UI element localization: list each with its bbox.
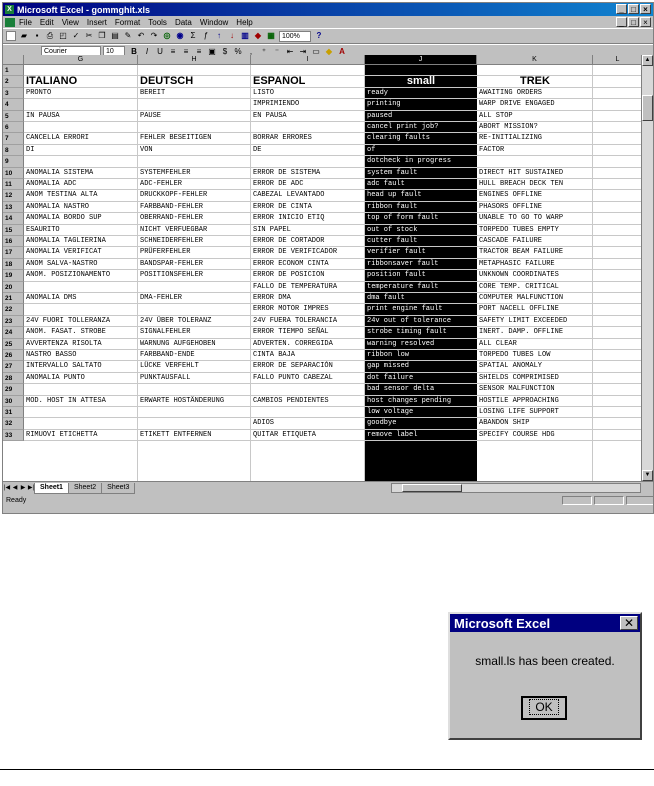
scroll-up-button[interactable]: ▲	[642, 55, 653, 66]
function-icon[interactable]: ƒ	[201, 31, 211, 41]
column-title-h: DEUTSCH	[140, 75, 194, 88]
sheet-tab-bar	[3, 481, 654, 494]
row-header[interactable]: 27	[3, 361, 24, 372]
cell-k-23[interactable]: SAFETY LIMIT EXCEEDED	[479, 316, 568, 325]
cell-g-6[interactable]	[24, 122, 138, 133]
cell-k-32[interactable]: ABANDON SHIP	[479, 419, 530, 428]
cell-h-25[interactable]: WARNUNG AUFGEHOBEN	[140, 339, 216, 348]
paste-icon[interactable]: ▤	[111, 31, 119, 40]
cell-k-28[interactable]: SHIELDS COMPRIMISED	[479, 373, 559, 382]
zoom-select[interactable]: 100%	[279, 31, 311, 42]
menu-window[interactable]: Window	[199, 17, 229, 27]
cell-i-8[interactable]: DE	[253, 145, 262, 154]
cell-k-10[interactable]: DIRECT HIT SUSTAINED	[479, 168, 564, 177]
row-header[interactable]: 16	[3, 236, 24, 247]
cell-j-31[interactable]: low voltage	[367, 408, 414, 416]
cell-i-18[interactable]: ERROR ECONOM CINTA	[253, 259, 329, 268]
status-panel	[562, 496, 592, 505]
column-title-j: small	[406, 75, 436, 88]
sort-ascending-icon[interactable]: ↑	[214, 31, 224, 41]
cell-h-20[interactable]	[138, 282, 251, 293]
standard-toolbar	[3, 28, 653, 44]
cell-g-11[interactable]: ANOMALIA ADC	[26, 180, 77, 188]
cell-i-23[interactable]: 24V FUERA TOLERANCIA	[253, 316, 338, 325]
row-header[interactable]: 28	[3, 373, 24, 384]
cell-k-18[interactable]: METAPHASIC FAILURE	[479, 259, 555, 268]
cell-i-4[interactable]: IMPRIMIENDO	[253, 100, 300, 109]
borders-icon[interactable]: ▭	[312, 46, 320, 56]
dialog-title: Microsoft Excel	[454, 615, 551, 631]
cell-h-11[interactable]: ADC-FEHLER	[140, 180, 183, 188]
cell-k-29[interactable]: SENSOR MALFUNCTION	[479, 385, 555, 394]
column-title-k: TREK	[520, 75, 550, 88]
cell-h-30[interactable]: ERWARTE HOSTÄNDERUNG	[140, 396, 225, 405]
cell-i-15[interactable]: SIN PAPEL	[253, 225, 291, 234]
cell-j-33[interactable]: remove label	[367, 430, 418, 439]
cell-g-25[interactable]: AVVERTENZA RISOLTA	[26, 339, 102, 348]
row-header[interactable]: 18	[3, 259, 24, 270]
column-title-g: ITALIANO	[26, 75, 78, 88]
cell-g-29[interactable]	[24, 384, 138, 395]
cell-h-9[interactable]	[138, 156, 251, 167]
column-header-l[interactable]: L	[593, 55, 643, 65]
cell-i-16[interactable]: ERROR DE CORTADOR	[253, 237, 325, 245]
row-header[interactable]: 33	[3, 430, 24, 441]
cell-h-17[interactable]: PRÜFERFEHLER	[140, 248, 191, 257]
row-header[interactable]: 2	[3, 76, 24, 87]
cell-h-21[interactable]: DMA-FEHLER	[140, 294, 183, 302]
spelling-icon[interactable]: ✓	[72, 31, 80, 40]
align-left-icon[interactable]: ≡	[168, 47, 178, 57]
cell-g-14[interactable]: ANOMALIA BORDO SUP	[26, 214, 102, 223]
row-header[interactable]: 5	[3, 111, 24, 122]
cell-j-12[interactable]: head up fault	[367, 191, 422, 200]
next-sheet-icon[interactable]: ▶	[20, 484, 26, 491]
cell-g-16[interactable]: ANOMALIA TAGLIERINA	[26, 237, 106, 245]
drawing-icon[interactable]: ▦	[267, 31, 275, 40]
cell-i-24[interactable]: ERROR TIEMPO SEÑAL	[253, 328, 329, 337]
row-header[interactable]: 14	[3, 213, 24, 224]
cell-g-8[interactable]: DI	[26, 145, 35, 154]
cell-j-8[interactable]: of	[367, 145, 376, 154]
cell-h-19[interactable]: POSITIONSFEHLER	[140, 271, 204, 280]
cell-k-4[interactable]: WARP DRIVE ENGAGED	[479, 100, 555, 109]
status-panel	[594, 496, 624, 505]
status-bar	[3, 495, 654, 507]
cell-k-26[interactable]: TORPEDO TUBES LOW	[479, 351, 551, 359]
cell-g-32[interactable]	[24, 418, 138, 429]
row-header[interactable]: 21	[3, 293, 24, 304]
cell-k-19[interactable]: UNKNOWN COORDINATES	[479, 271, 559, 280]
cell-j-18[interactable]: ribbonsaver fault	[367, 259, 439, 268]
redo-icon[interactable]: ↷	[150, 31, 158, 40]
merge-center-icon[interactable]: ▣	[208, 46, 216, 56]
cell-i-19[interactable]: ERROR DE POSICION	[253, 271, 325, 280]
comma-icon[interactable]: ,	[246, 47, 256, 57]
cell-j-14[interactable]: top of form fault	[367, 214, 439, 223]
cell-i-22[interactable]: ERROR MOTOR IMPRES	[253, 305, 329, 314]
underline-icon[interactable]: U	[155, 47, 165, 57]
row-header[interactable]: 11	[3, 179, 24, 190]
cell-h-22[interactable]	[138, 304, 251, 315]
cell-k-30[interactable]: HOSTILE APPROACHING	[479, 396, 559, 405]
cell-g-23[interactable]: 24V FUORI TOLLERANZA	[26, 316, 111, 325]
cell-j-29[interactable]: bad sensor delta	[367, 385, 435, 394]
column-header-k[interactable]: K	[477, 55, 593, 65]
cell-g-30[interactable]: MOD. HOST IN ATTESA	[26, 396, 106, 405]
excel-window	[2, 2, 654, 514]
row-header[interactable]: 7	[3, 133, 24, 144]
cell-g-3[interactable]: PRONTO	[26, 88, 52, 97]
cell-g-18[interactable]: ANOM SALVA-NASTRO	[26, 259, 98, 268]
doc-close-button[interactable]: ×	[640, 17, 651, 27]
cell-j-28[interactable]: dot failure	[367, 373, 414, 382]
cell-j-20[interactable]: temperature fault	[367, 282, 439, 291]
save-icon[interactable]: ▪	[32, 31, 42, 41]
status-panel	[626, 496, 654, 505]
cell-j-26[interactable]: ribbon low	[367, 351, 410, 359]
cell-h-24[interactable]: SIGNALFEHLER	[140, 328, 191, 337]
fill-color-icon[interactable]: ◆	[325, 46, 333, 56]
cell-i-26[interactable]: CINTA BAJA	[253, 351, 296, 359]
cell-h-12[interactable]: DRUCKKOPF-FEHLER	[140, 191, 208, 200]
row-header[interactable]: 30	[3, 396, 24, 407]
vertical-scroll-thumb[interactable]	[642, 95, 653, 121]
cell-j-19[interactable]: position fault	[367, 271, 426, 280]
cell-i-12[interactable]: CABEZAL LEVANTADO	[253, 191, 325, 200]
cell-j-6[interactable]: cancel print job?	[367, 123, 439, 131]
cell-h-7[interactable]: FEHLER BESEITIGEN	[140, 134, 212, 143]
row-header[interactable]: 15	[3, 225, 24, 236]
cell-j-21[interactable]: dma fault	[367, 294, 405, 302]
row-header[interactable]: 4	[3, 99, 24, 110]
cell-k-16[interactable]: CASCADE FAILURE	[479, 237, 543, 245]
cell-k-33[interactable]: SPECIFY COURSE HDG	[479, 430, 555, 439]
bold-icon[interactable]: B	[129, 47, 139, 57]
worksheet-grid[interactable]	[3, 55, 643, 481]
excel-titlebar[interactable]	[3, 3, 653, 16]
cell-j-24[interactable]: strobe timing fault	[367, 328, 447, 337]
row-header[interactable]: 22	[3, 304, 24, 315]
cell-g-31[interactable]	[24, 407, 138, 418]
cut-icon[interactable]: ✂	[85, 31, 93, 40]
open-icon[interactable]: ▰	[20, 31, 28, 40]
cell-k-9[interactable]	[477, 156, 593, 167]
minimize-button[interactable]: _	[616, 4, 627, 14]
row-header[interactable]: 26	[3, 350, 24, 361]
menu-format[interactable]: Format	[114, 17, 141, 27]
cell-h-31[interactable]	[138, 407, 251, 418]
cell-j-5[interactable]: paused	[367, 111, 393, 120]
cell-k-17[interactable]: TRACTOR BEAM FAILURE	[479, 248, 564, 257]
row-header[interactable]: 10	[3, 168, 24, 179]
sheet-tab-2[interactable]: Sheet2	[68, 483, 102, 494]
menu-view[interactable]: View	[61, 17, 79, 27]
cell-k-11[interactable]: HULL BREACH DECK TEN	[479, 180, 564, 188]
horizontal-rule	[0, 769, 654, 770]
cell-k-8[interactable]: FACTOR	[479, 145, 505, 154]
cell-j-7[interactable]: clearing faults	[367, 134, 431, 143]
cell-k-22[interactable]: PORT NACELL OFFLINE	[479, 305, 559, 314]
font-size-select[interactable]: 10	[103, 46, 125, 57]
cell-g-24[interactable]: ANOM. FASAT. STROBE	[26, 328, 106, 337]
row-header[interactable]: 29	[3, 384, 24, 395]
web-toolbar-icon[interactable]: ◉	[176, 31, 184, 40]
copy-icon[interactable]: ❐	[98, 31, 106, 40]
cell-j-32[interactable]: goodbye	[367, 419, 397, 428]
cell-g-28[interactable]: ANOMALIA PUNTO	[26, 373, 85, 382]
column-header-h[interactable]: H	[138, 55, 251, 65]
cell-g-7[interactable]: CANCELLA ERRORI	[26, 134, 90, 143]
cell-i-29[interactable]	[251, 384, 365, 395]
cell-h-8[interactable]: VON	[140, 145, 153, 154]
cell-h-26[interactable]: FARBBAND-ENDE	[140, 351, 195, 359]
doc-minimize-button[interactable]: _	[616, 17, 627, 27]
row-header[interactable]: 17	[3, 247, 24, 258]
cell-g-19[interactable]: ANOM. POSIZIONAMENTO	[26, 271, 111, 280]
cell-h-5[interactable]: PAUSE	[140, 111, 162, 120]
cell-j-25[interactable]: warning resolved	[367, 339, 435, 348]
cell-j-16[interactable]: cutter fault	[367, 237, 418, 245]
status-text: Ready	[6, 497, 27, 504]
cell-i-11[interactable]: ERROR DE ADC	[253, 180, 304, 188]
prev-sheet-icon[interactable]: ◀	[12, 484, 18, 491]
cell-i-3[interactable]: LISTO	[253, 88, 275, 97]
menu-bar	[3, 16, 653, 28]
cell-h-27[interactable]: LÜCKE VERFEHLT	[140, 362, 199, 371]
row-header[interactable]: 9	[3, 156, 24, 167]
cell-j-4[interactable]: printing	[367, 100, 401, 109]
cell-k-20[interactable]: CORE TEMP. CRITICAL	[479, 282, 559, 291]
message-dialog	[448, 612, 642, 740]
dialog-close-button[interactable]	[620, 616, 638, 630]
column-header-i[interactable]: I	[251, 55, 365, 65]
cell-k-31[interactable]: LOSING LIFE SUPPORT	[479, 408, 559, 416]
cell-j-15[interactable]: out of stock	[367, 225, 418, 234]
increase-decimal-icon[interactable]: ⁺	[259, 47, 269, 57]
cell-h-33[interactable]: ETIKETT ENTFERNEN	[140, 430, 212, 439]
cell-k-13[interactable]: PHASORS OFFLINE	[479, 202, 543, 211]
menu-data[interactable]: Data	[174, 17, 192, 27]
row-header[interactable]: 19	[3, 270, 24, 281]
cell-g-5[interactable]: IN PAUSA	[26, 111, 60, 120]
cell-h-28[interactable]: PUNKTAUSFALL	[140, 373, 191, 382]
align-right-icon[interactable]: ≡	[194, 47, 204, 57]
cell-h-10[interactable]: SYSTEMFEHLER	[140, 168, 191, 177]
cell-k-27[interactable]: SPATIAL ANOMALY	[479, 362, 543, 371]
cell-h-4[interactable]	[138, 99, 251, 110]
cell-i-28[interactable]: FALLO PUNTO CABEZAL	[253, 373, 333, 382]
first-sheet-icon[interactable]: |◀	[3, 484, 11, 491]
cell-i-30[interactable]: CAMBIOS PENDIENTES	[253, 396, 329, 405]
cell-k-15[interactable]: TORPEDO TUBES EMPTY	[479, 225, 559, 234]
cell-h-18[interactable]: BANDSPAR-FEHLER	[140, 259, 204, 268]
cell-g-26[interactable]: NASTRO BASSO	[26, 351, 77, 359]
cell-h-13[interactable]: FARBBAND-FEHLER	[140, 202, 204, 211]
ok-label: OK	[529, 699, 558, 715]
doc-restore-button[interactable]: □	[628, 17, 639, 27]
document-icon[interactable]	[5, 18, 15, 27]
ok-button[interactable]	[521, 696, 567, 720]
cell-h-15[interactable]: NICHT VERFUEGBAR	[140, 225, 208, 234]
cell-j-10[interactable]: system fault	[367, 168, 418, 177]
excel-app-icon[interactable]: X	[5, 5, 14, 14]
cell-j-22[interactable]: print engine fault	[367, 305, 443, 314]
cell-k-24[interactable]: INERT. DAMP. OFFLINE	[479, 328, 564, 337]
row-header[interactable]: 1	[3, 65, 24, 76]
cell-j-17[interactable]: verifier fault	[367, 248, 426, 257]
cell-g-13[interactable]: ANOMALIA NASTRO	[26, 202, 90, 211]
currency-icon[interactable]: $	[220, 47, 230, 57]
autosum-icon[interactable]: Σ	[188, 31, 198, 41]
close-button[interactable]: ×	[640, 4, 651, 14]
format-painter-icon[interactable]: ✎	[124, 31, 132, 40]
cell-i-13[interactable]: ERROR DE CINTA	[253, 202, 312, 211]
cell-g-17[interactable]: ANOMALIA VERIFICAT	[26, 248, 102, 257]
cell-i-6[interactable]	[251, 122, 365, 133]
cell-h-16[interactable]: SCHNEIDERFEHLER	[140, 237, 204, 245]
hyperlink-icon[interactable]: ◎	[163, 31, 171, 40]
cell-i-9[interactable]	[251, 156, 365, 167]
cell-i-32[interactable]: ADIOS	[253, 419, 275, 428]
row-header[interactable]: 6	[3, 122, 24, 133]
cell-k-7[interactable]: RE-INITIALIZING	[479, 134, 543, 143]
horizontal-scroll-thumb[interactable]	[402, 484, 462, 492]
row-header[interactable]: 24	[3, 327, 24, 338]
cell-i-5[interactable]: EN PAUSA	[253, 111, 287, 120]
font-color-icon[interactable]: A	[337, 47, 347, 57]
map-icon[interactable]: ◆	[254, 31, 262, 40]
row-header[interactable]: 32	[3, 418, 24, 429]
last-sheet-icon[interactable]: ▶|	[27, 484, 35, 491]
cell-i-17[interactable]: ERROR DE VERIFICADOR	[253, 248, 338, 257]
cell-i-10[interactable]: ERROR DE SISTEMA	[253, 168, 321, 177]
font-select[interactable]: Courier	[41, 46, 101, 57]
italic-icon[interactable]: I	[142, 47, 152, 57]
undo-icon[interactable]: ↶	[137, 31, 145, 40]
column-title-i: ESPAÑOL	[253, 75, 306, 88]
cell-k-14[interactable]: UNABLE TO GO TO WARP	[479, 214, 564, 223]
column-header-g[interactable]: G	[24, 55, 138, 65]
cell-j-27[interactable]: gap missed	[367, 362, 410, 371]
cell-j-9[interactable]: dotcheck in progress	[367, 157, 452, 166]
cell-g-12[interactable]: ANOM TESTINA ALTA	[26, 191, 98, 200]
cell-i-25[interactable]: ADVERTEN. CORREGIDA	[253, 339, 333, 348]
cell-i-27[interactable]: ERROR DE SEPARACIÓN	[253, 362, 333, 371]
cell-k-3[interactable]: AWAITING ORDERS	[479, 88, 543, 97]
row-header[interactable]: 8	[3, 145, 24, 156]
cell-g-10[interactable]: ANOMALIA SISTEMA	[26, 168, 94, 177]
cell-i-33[interactable]: QUITAR ETIQUETA	[253, 430, 317, 439]
cell-h-3[interactable]: BEREIT	[140, 88, 166, 97]
cell-j-3[interactable]: ready	[367, 88, 389, 97]
menu-help[interactable]: Help	[236, 17, 253, 27]
menu-tools[interactable]: Tools	[148, 17, 167, 27]
cell-g-21[interactable]: ANOMALIA DMS	[26, 294, 77, 302]
cell-j-11[interactable]: adc fault	[367, 180, 405, 188]
cell-i-14[interactable]: ERROR INICIO ETIQ	[253, 214, 325, 223]
row-header[interactable]: 3	[3, 88, 24, 99]
cell-g-33[interactable]: RIMUOVI ETICHETTA	[26, 430, 98, 439]
dialog-titlebar[interactable]	[450, 614, 640, 632]
decrease-indent-icon[interactable]: ⇤	[286, 46, 294, 56]
cell-k-21[interactable]: COMPUTER MALFUNCTION	[479, 294, 564, 302]
align-center-icon[interactable]: ≡	[181, 47, 191, 57]
row-header[interactable]: 20	[3, 282, 24, 293]
column-header-j[interactable]: J	[365, 55, 477, 65]
menu-insert[interactable]: Insert	[86, 17, 107, 27]
cell-i-20[interactable]: FALLO DE TEMPERATURA	[253, 282, 338, 291]
cell-h-6[interactable]	[138, 122, 251, 133]
row-header[interactable]: 25	[3, 339, 24, 350]
print-preview-icon[interactable]: ◰	[59, 31, 67, 40]
cell-h-14[interactable]: OBERRAND-FEHLER	[140, 214, 204, 223]
cell-j-30[interactable]: host changes pending	[367, 396, 452, 405]
cell-k-5[interactable]: ALL STOP	[479, 111, 513, 120]
row-header[interactable]: 31	[3, 407, 24, 418]
cell-g-22[interactable]	[24, 304, 138, 315]
cell-j-13[interactable]: ribbon fault	[367, 202, 418, 211]
cell-i-21[interactable]: ERROR DMA	[253, 294, 291, 302]
cell-k-6[interactable]: ABORT MISSION?	[479, 123, 538, 131]
cell-j-23[interactable]: 24v out of tolerance	[367, 316, 452, 325]
percent-icon[interactable]: %	[234, 46, 242, 56]
new-icon[interactable]	[6, 31, 16, 41]
window-title: Microsoft Excel - gommghit.xls	[17, 4, 151, 15]
select-all-corner[interactable]	[3, 55, 24, 65]
cell-g-20[interactable]	[24, 282, 138, 293]
cell-g-9[interactable]	[24, 156, 138, 167]
increase-indent-icon[interactable]: ⇥	[299, 46, 307, 56]
maximize-button[interactable]: □	[628, 4, 639, 14]
scroll-down-button[interactable]: ▼	[642, 470, 653, 481]
horizontal-scrollbar[interactable]	[391, 483, 641, 493]
row-header[interactable]: 23	[3, 316, 24, 327]
sheet-tab-1[interactable]: Sheet1	[34, 483, 69, 494]
row-header[interactable]: 12	[3, 190, 24, 201]
dialog-message: small.ls has been created.	[475, 654, 615, 668]
cell-g-15[interactable]: ESAURITO	[26, 225, 60, 234]
office-assistant-icon[interactable]: ?	[314, 31, 324, 41]
close-icon: ✕	[623, 616, 635, 630]
menu-edit[interactable]: Edit	[39, 17, 54, 27]
cell-g-27[interactable]: INTERVALLO SALTATO	[26, 362, 102, 371]
cell-k-12[interactable]: ENGINES OFFLINE	[479, 191, 543, 200]
cell-h-29[interactable]	[138, 384, 251, 395]
row-header[interactable]: 13	[3, 202, 24, 213]
cell-k-25[interactable]: ALL CLEAR	[479, 339, 517, 348]
sort-descending-icon[interactable]: ↓	[227, 31, 237, 41]
sheet-tab-3[interactable]: Sheet3	[101, 483, 135, 494]
print-icon[interactable]: ⎙	[46, 31, 54, 40]
menu-file[interactable]: File	[19, 17, 32, 27]
decrease-decimal-icon[interactable]: ⁻	[272, 47, 282, 57]
cell-i-31[interactable]	[251, 407, 365, 418]
cell-h-23[interactable]: 24V ÜBER TOLERANZ	[140, 316, 212, 325]
chart-wizard-icon[interactable]: ▥	[241, 31, 249, 40]
vertical-scrollbar[interactable]	[641, 55, 653, 481]
cell-g-4[interactable]	[24, 99, 138, 110]
cell-i-7[interactable]: BORRAR ERRORES	[253, 134, 312, 143]
cell-h-32[interactable]	[138, 418, 251, 429]
